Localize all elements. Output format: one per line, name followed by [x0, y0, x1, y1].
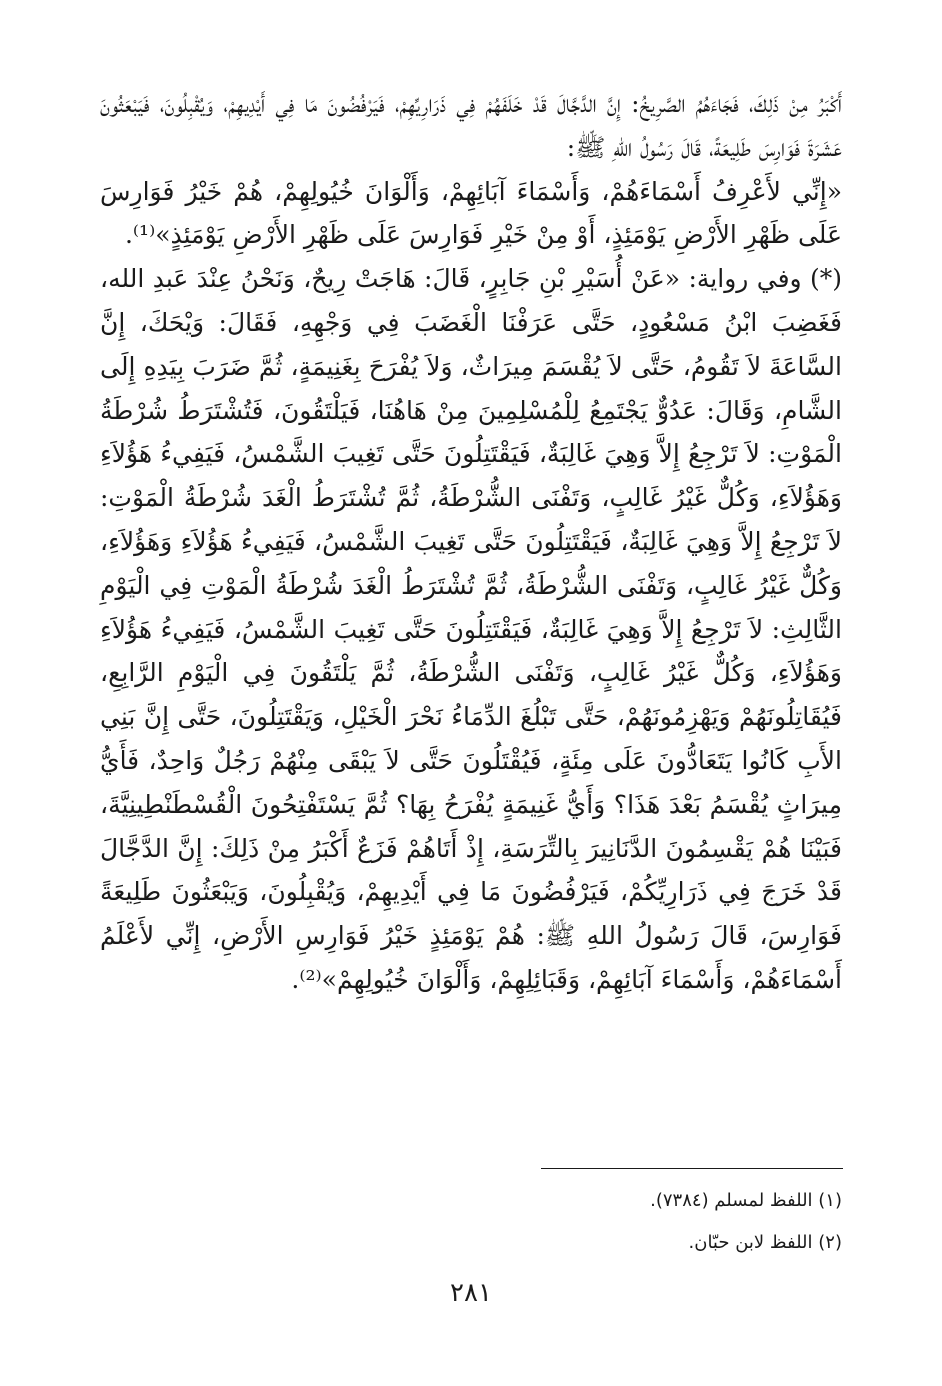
- paragraph-hadith-quote: «إِنِّي لأَعْرِفُ أَسْمَاءَهُمْ، وَأَسْمَاءَ آبَائِهِمْ، وَأَلْوَانَ خُيُولِهِمْ، هُمْ خَيْرُ فَوَارِسَ عَلَى ظَهْرِ الأَرْضِ يَوْمَئِذٍ، أَوْ مِنْ خَيْرِ فَوَارِسَ عَلَى ظَهْرِ الأَرْضِ يَوْمَئِذٍ»⁽¹⁾.: [100, 176, 842, 250]
- main-text: [100, 82, 842, 1002]
- page-number: ٢٨١: [450, 1278, 492, 1308]
- footnotes: [100, 1180, 842, 1264]
- footnote-divider: [541, 1168, 843, 1169]
- footnote-2: (٢) اللفظ لابن حبّان.: [688, 1232, 842, 1253]
- footnote-1: (١) اللفظ لمسلم (٧٣٨٤).: [650, 1190, 842, 1211]
- paragraph-continuation: أَكْبَرُ مِنْ ذَلِكَ، فَجَاءَهُمُ الصَّرِيخُ: إِنَّ الدَّجَّالَ قَدْ خَلَفَهُمْ فِي ذَرَارِيِّهِمْ، فَيَرْفُضُونَ مَا فِي أَيْدِيهِمْ، وَيُقْبِلُونَ، فَيَبْعَثُونَ عَشَرَةَ فَوَارِسَ طَلِيعَةً، قَالَ رَسُولُ اللهِ ﷺ:: [100, 89, 842, 162]
- paragraph-narration: (*) وفي رواية: «عَنْ أُسَيْرِ بْنِ جَابِرٍ، قَالَ: هَاجَتْ رِيحٌ، وَنَحْنُ عِنْدَ عَبدِ الله، فَغَضِبَ ابْنُ مَسْعُودٍ، حَتَّى عَرَفْنَا الْغَضَبَ فِي وَجْهِهِ، فَقَالَ: وَيْحَكَ، إِنَّ السَّاعَةَ لاَ تَقُومُ، حَتَّى لاَ يُقْسَمَ مِيرَاثٌ، وَلاَ يُفْرَحَ بِغَنِيمَةٍ، ثُمَّ ضَرَبَ بِيَدِهِ إِلَى الشَّامِ، وَقَالَ: عَدُوٌّ يَجْتَمِعُ لِلْمُسْلِمِينَ مِنْ هَاهُنَا، فَيَلْتَقُونَ، فَتُشْتَرَطُ شُرْطَةُ الْمَوْتِ: لاَ تَرْجِعُ إِلاَّ وَهِيَ غَالِبَةٌ، فَيَقْتَتِلُونَ حَتَّى تَغِيبَ الشَّمْسُ، فَيَفِيءُ هَؤُلاَءِ وَهَؤُلاَءِ، وَكُلٌّ غَيْرُ غَالِبٍ، وَتَفْنَى الشُّرْطَةُ، ثُمَّ تُشْتَرَطُ الْغَدَ شُرْطَةُ الْمَوْتِ: لاَ تَرْجِعُ إِلاَّ وَهِيَ غَالِبَةٌ، فَيَقْتَتِلُونَ حَتَّى تَغِيبَ الشَّمْسُ، فَيَفِيءُ هَؤُلاَءِ وَهَؤُلاَءِ، وَكُلٌّ غَيْرُ غَالِبٍ، وَتَفْنَى الشُّرْطَةُ، ثُمَّ تُشْتَرَطُ الْغَدَ شُرْطَةُ الْمَوْتِ فِي الْيَوْمِ الثَّالِثِ: لاَ تَرْجِعُ إِلاَّ وَهِيَ غَالِبَةٌ، فَيَقْتَتِلُونَ حَتَّى تَغِيبَ الشَّمْسُ، فَيَفِيءُ هَؤُلاَءِ وَهَؤُلاَءِ، وَكُلٌّ غَيْرُ غَالِبٍ، وَتَفْنَى الشُّرْطَةُ، ثُمَّ يَلْتَقُونَ فِي الْيَوْمِ الرَّابِعِ، فَيُقَاتِلُونَهُمْ وَيَهْزِمُونَهُمْ، حَتَّى تَبْلُغَ الدِّمَاءُ نَحْرَ الْخَيْلِ، وَيَقْتَتِلُونَ، حَتَّى إِنَّ بَنِي الأَبِ كَانُوا يَتَعَادُّونَ عَلَى مِئَةٍ، فَيُقْتَلُونَ حَتَّى لاَ يَبْقَى مِنْهُمْ رَجُلٌ وَاحِدٌ، فَأَيُّ مِيرَاثٍ يُقْسَمُ بَعْدَ هَذَا؟ وَأَيُّ غَنِيمَةٍ يُفْرَحُ بِهَا؟ ثُمَّ يَسْتَفْتِحُونَ الْقُسْطَنْطِينِيَّةَ، فَبَيْنَا هُمْ يَقْسِمُونَ الدَّنَانِيرَ بِالتِّرَسَةِ، إِذْ أَتَاهُمْ فَزَعٌ أَكْبَرُ مِنْ ذَلِكَ: إِنَّ الدَّجَّالَ قَدْ خَرَجَ فِي ذَرَارِيِّكُمْ، فَيَرْفُضُونَ مَا فِي أَيْدِيهِمْ، وَيُقْبِلُونَ، وَيَبْعَثُونَ طَلِيعَةً فَوَارِسَ، قَالَ رَسُولُ اللهِ ﷺ: هُمْ يَوْمَئِذٍ خَيْرُ فَوَارِسِ الأَرْضِ، إِنِّي لأَعْلَمُ أَسْمَاءَهُمْ، وَأَسْمَاءَ آبَائِهِمْ، وَقَبَائِلِهِمْ، وَأَلْوَانَ خُيُولِهِمْ»⁽²⁾.: [100, 264, 842, 994]
